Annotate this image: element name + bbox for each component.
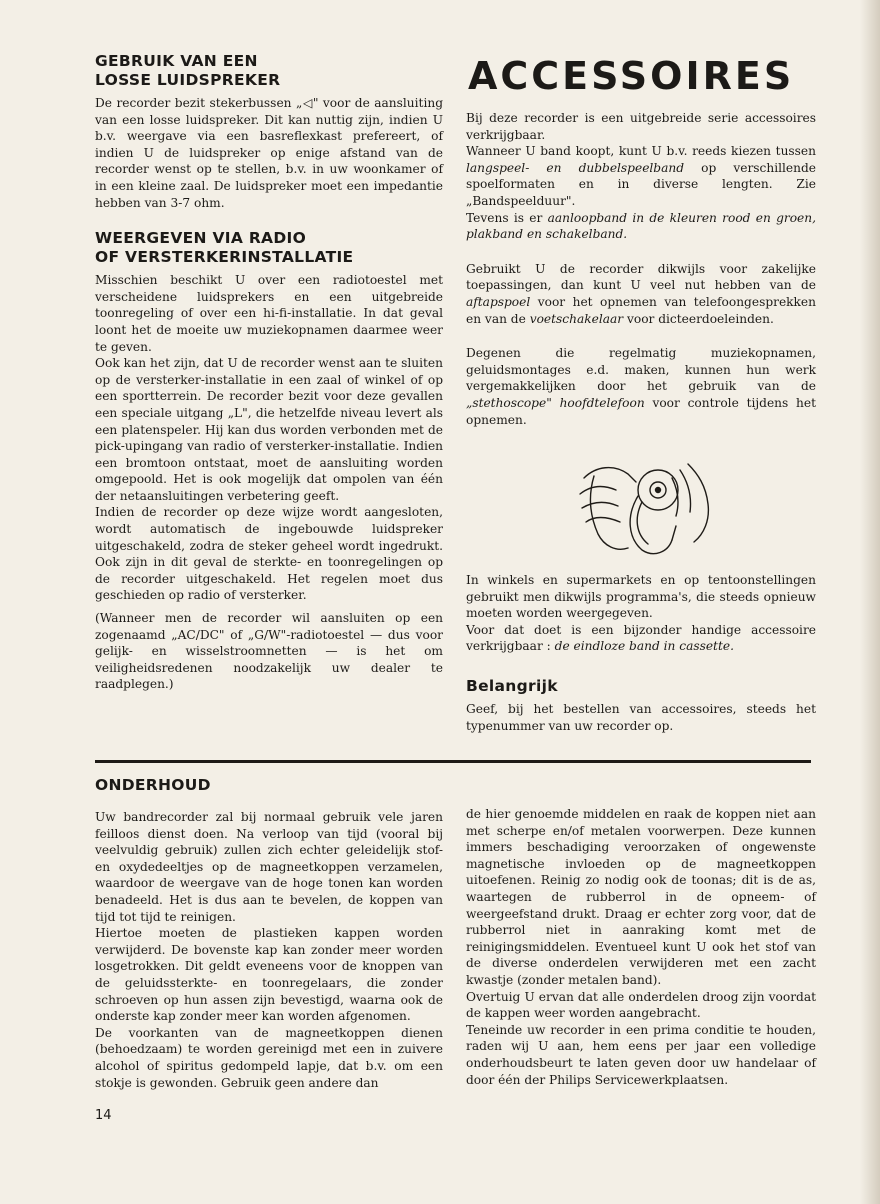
accessoires-text-1: Bij deze recorder is een uitgebreide serie accessoires verkrijgbaar.: [466, 111, 816, 142]
page-number: 14: [95, 1108, 112, 1123]
heading-losse-luidspreker: GEBRUIK VAN EEN LOSSE LUIDSPREKER: [95, 52, 281, 89]
accessoires-text-5: Degenen die regelmatig muziekopnamen, geluidsmontages e.d. maken, kunnen hun werk vergemakkelijken door het gebruik van de „stethoscope" hoofdtelefoon voor controle tijdens het opnemen.: [466, 346, 816, 427]
left-column-top: [95, 52, 443, 693]
right-column-lower: [466, 572, 816, 734]
onderhoud-text-1: Uw bandrecorder zal bij normaal gebruik vele jaren feilloos dienst doen. Na verloop van tijd (vooral bij veelvuldig gebruik) zullen zich echter geleidelijk stof- en oxydedeeltjes op de magneetkoppen verzamelen, waardoor de weergave van de hoge tonen kan worden benadeeld. Het is dus aan te bevelen, de koppen van tijd tot tijd te reinigen.: [95, 810, 443, 924]
right-column-top: [466, 52, 816, 428]
onderhoud-text-6: Teneinde uw recorder in een prima conditie te houden, raden wij U aan, hem eens per jaar een volledige onderhoudsbeurt te laten geven door uw handelaar of door één der Philips Servicewerkplaatsen.: [466, 1022, 816, 1087]
radio-text-4: (Wanneer men de recorder wil aansluiten op een zogenaamd „AC/DC" of „G/W"-radiotoestel — dus voor gelijk- en wisselstroomnetten — is het om veiligheidsredenen noodzakelijk uw dealer te raadplegen.): [95, 611, 443, 692]
accessoires-text-6: In winkels en supermarkets en op tentoonstellingen gebruikt men dikwijls programma's, die steeds opnieuw moeten worden weergegeven.: [466, 573, 816, 621]
accessoires-text-3: Tevens is er aanloopband in de kleuren rood en groen, plakband en schakelband.: [466, 210, 816, 242]
losse-luidspreker-text: De recorder bezit stekerbussen „◁" voor de aansluiting van een losse luidspreker. Dit kan nuttig zijn, indien U b.v. weergave via een basreflexkast prefereert, of indien U de luidspreker op enige afstand van de recorder wenst op te stellen, b.v. in uw woonkamer of in een kleine zaal. De luidspreker moet een impedantie hebben van 3-7 ohm.: [95, 96, 443, 210]
heading-onderhoud: ONDERHOUD: [95, 776, 211, 794]
radio-text-3: Indien de recorder op deze wijze wordt aangesloten, wordt automatisch de ingebouwde luidspreker uitgeschakeld, zodra de steker geheel wordt ingedrukt. Ook zijn in dit geval de sterkte- en toonregelingen op de recorder uitgeschakeld. Het regelen moet dus geschieden op radio of versterker.: [95, 505, 443, 603]
belangrijk-text: Geef, bij het bestellen van accessoires, steeds het typenummer van uw recorder op.: [466, 701, 816, 733]
onderhoud-text-3: De voorkanten van de magneetkoppen dienen (behoedzaam) te worden gereinigd met een in zuivere alcohol of spiritus gedompeld lapje, dat b.v. om een stokje is gewonden. Gebruik geen andere dan: [95, 1025, 443, 1090]
left-column-bottom: [95, 776, 443, 1091]
radio-text-1: Misschien beschikt U over een radiotoestel met verscheidene luidsprekers en een uitgebreide toonregeling of over een hi-fi-installatie. In dat geval loont het de moeite uw muziekopnamen daarmee weer te geven.: [95, 273, 443, 354]
page-edge-shadow: [860, 0, 880, 1204]
accessoires-text-2: Wanneer U band koopt, kunt U b.v. reeds kiezen tussen langspeel- en dubbelspeelband op verschillende spoelformaten en in diverse lengten. Zie „Bandspeelduur".: [466, 144, 816, 208]
radio-text-2: Ook kan het zijn, dat U de recorder wenst aan te sluiten op de versterker-installatie in een zaal of winkel of op een sportterrein. De recorder bezit voor deze gevallen een speciale uitgang „L", die hetzelfde niveau levert als een platenspeler. Hij kan dus worden verbonden met de pick-upingang van radio of versterker-installatie. Indien een bromtoon ontstaat, moet de aansluiting worden omgepoold. Het is ook mogelijk dat ompolen van één der netaansluitingen verbetering geeft.: [95, 356, 443, 503]
accessoires-text-7: Voor dat doet is een bijzonder handige accessoire verkrijgbaar : de eindloze band in cassette.: [466, 622, 816, 654]
onderhoud-text-5: Overtuig U ervan dat alle onderdelen droog zijn voordat de kappen weer worden aangebracht.: [466, 989, 816, 1021]
onderhoud-text-4: de hier genoemde middelen en raak de koppen niet aan met scherpe en/of metalen voorwerpen. Deze kunnen immers beschadiging veroorzaken of ongewenste magnetische invloeden op de magneetkoppen uitoefenen. Reinig zo nodig ook de toonas; dit is de as, waartegen de rubberrol in de opneem- of weergeefstand drukt. Draag er echter zorg voor, dat de rubberrol niet in aanraking komt met de reinigingsmiddelen. Eventueel kunt U ook het stof van de diverse onderdelen verwijderen met een zacht kwastje (zonder metalen band).: [466, 807, 816, 987]
stethoscope-headphone-illustration: [576, 456, 726, 558]
right-column-bottom: [466, 806, 816, 1088]
heading-accessoires: ACCESSOIRES: [468, 54, 795, 98]
heading-belangrijk: Belangrijk: [466, 676, 558, 695]
onderhoud-text-2: Hiertoe moeten de plastieken kappen worden verwijderd. De bovenste kap kan zonder meer worden losgetrokken. Dit geldt eveneens voor de knoppen van de geluidssterkte- en toonregelaars, die zonder schroeven op hun assen zijn bevestigd, waarna ook de onderste kap zonder meer kan worden afgenomen.: [95, 926, 443, 1024]
section-divider: [95, 760, 811, 763]
accessoires-text-4: Gebruikt U de recorder dikwijls voor zakelijke toepassingen, dan kunt U veel nut hebben van de aftapspoel voor het opnemen van telefoongesprekken en van de voetschakelaar voor dicteerdoeleinden.: [466, 261, 816, 326]
heading-radio-versterker: WEERGEVEN VIA RADIO OF VERSTERKERINSTALLATIE: [95, 229, 354, 267]
